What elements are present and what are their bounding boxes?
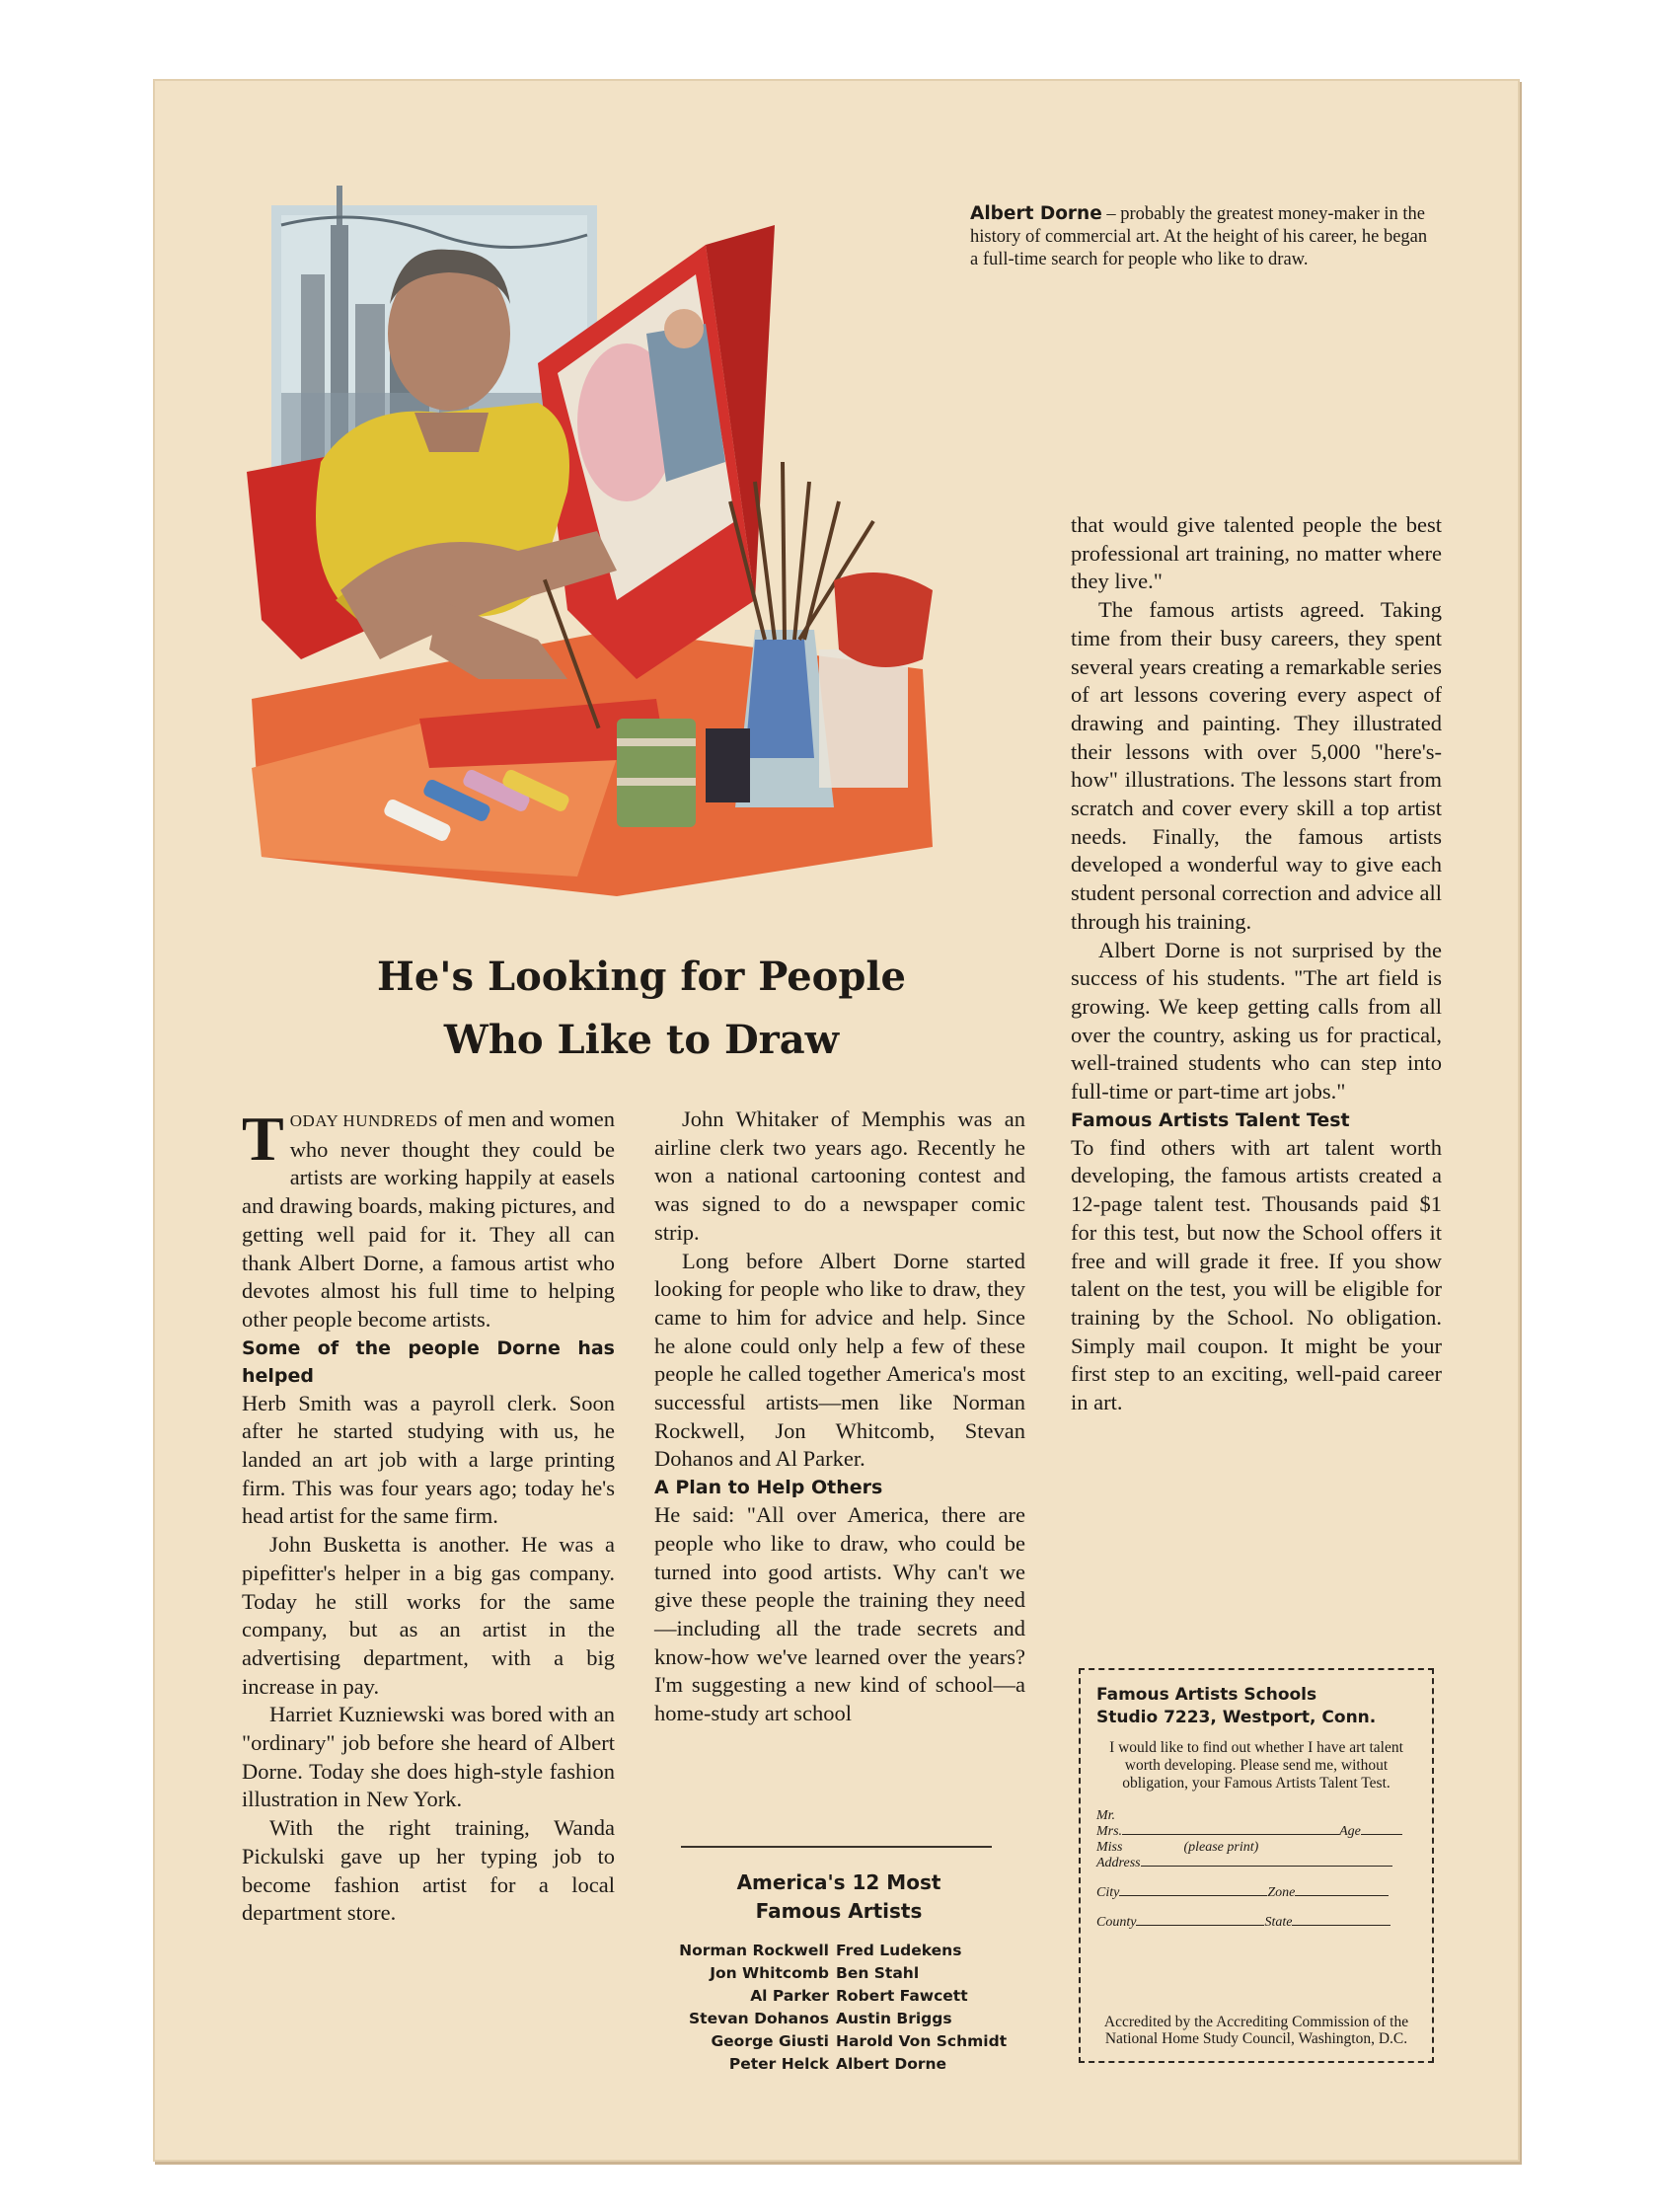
artist-name: Albert Dorne xyxy=(836,2055,947,2073)
article-column-1 xyxy=(242,1106,615,1928)
coupon-mr-label: Mr. xyxy=(1096,1808,1116,1823)
famous-artists-title xyxy=(646,1869,1031,1926)
coupon-county-label: County xyxy=(1096,1915,1137,1930)
coupon-school-name: Famous Artists Schools xyxy=(1096,1685,1317,1705)
coupon-accreditation: Accredited by the Accrediting Commission of the National Home Study Council, Washington, D.C. xyxy=(1103,2014,1409,2047)
coupon-age-label: Age xyxy=(1339,1824,1361,1839)
drop-cap: T xyxy=(242,1104,284,1174)
artist-name: Harold Von Schmidt xyxy=(836,2032,1008,2050)
col1-paragraph-1: of men and women who never thought they could be artists are working happily at easels and drawing boards, making pictures, and getting well paid for it. They all can thank Albert Dorne, a famous artist who devotes almost his full time to helping other people become artists. xyxy=(242,1106,615,1332)
coupon-miss-label: Miss xyxy=(1096,1840,1123,1855)
coupon-mrs-label: Mrs. xyxy=(1096,1824,1123,1839)
headline-line-1: He's Looking for People xyxy=(377,953,906,1000)
caption-text: – probably the greatest money-maker in the history of commercial art. At the height of his career, he began a full-time search for people who like to draw. xyxy=(970,204,1428,269)
artist-name: George Giusti xyxy=(711,2032,829,2050)
coupon-request-text: I would like to find out whether I have art talent worth developing. Please send me, without obligation, your Famous Artists Talent Test. xyxy=(1109,1739,1403,1792)
col2-paragraph-3: He said: "All over America, there are people who like to draw, who could be turned into good artists. Why can't we give these people the training they need—including all the trade secrets and know-how we've learned over the years? I'm suggesting a new kind of school—a home-study art school xyxy=(654,1502,1025,1726)
coupon-name-line[interactable] xyxy=(1122,1834,1339,1835)
col1-paragraph-2: Herb Smith was a payroll clerk. Soon after he started studying with us, he landed an art job with a large printing firm. This was four years ago; today he's head artist for the same firm. xyxy=(242,1390,615,1529)
coupon-address-line[interactable] xyxy=(1141,1866,1392,1867)
artist-name: Norman Rockwell xyxy=(679,1942,829,1959)
coupon-zone-line[interactable] xyxy=(1295,1895,1389,1896)
col1-paragraph-4: Harriet Kuzniewski was bored with an "ordinary" job before she heard of Albert Dorne. Today she does high-style fashion illustration in New York. xyxy=(242,1702,615,1812)
artist-name: Austin Briggs xyxy=(836,2010,952,2027)
artist-name: Fred Ludekens xyxy=(836,1942,962,1959)
artist-name: Al Parker xyxy=(750,1987,829,2005)
artist-name: Robert Fawcett xyxy=(836,1987,968,2005)
subhead-talent-test: Famous Artists Talent Test xyxy=(1071,1108,1350,1131)
headline-line-2: Who Like to Draw xyxy=(443,1017,840,1063)
divider-rule xyxy=(681,1846,992,1848)
subhead-people-helped: Some of the people Dorne has helped xyxy=(242,1336,615,1387)
col1-paragraph-5: With the right training, Wanda Pickulski gave up her typing job to become fashion artist for a local department store. xyxy=(242,1815,615,1926)
coupon-age-line[interactable] xyxy=(1361,1834,1402,1835)
artist-name: Ben Stahl xyxy=(836,1964,920,1982)
col2-paragraph-1: John Whitaker of Memphis was an airline clerk two years ago. Recently he won a national cartooning contest and was signed to do a newspaper comic strip. xyxy=(654,1106,1025,1245)
illustration-caption xyxy=(970,202,1434,271)
coupon-studio-address: Studio 7223, Westport, Conn. xyxy=(1096,1708,1377,1727)
coupon-address-label: Address xyxy=(1096,1856,1141,1870)
artist-name: Jon Whitcomb xyxy=(710,1964,829,1982)
col2-paragraph-2: Long before Albert Dorne started looking for people who like to draw, they came to him for advice and help. Since he alone could only help a few of these people he called together America's most successful artists—men like Norman Rockwell, Jon Whitcomb, Stevan Dohanos and Al Parker. xyxy=(654,1248,1025,1472)
coupon-county-line[interactable] xyxy=(1136,1925,1264,1926)
article-column-3 xyxy=(1071,511,1442,1417)
coupon-city-label: City xyxy=(1096,1885,1120,1900)
mail-coupon[interactable] xyxy=(1079,1668,1434,2063)
coupon-state-line[interactable] xyxy=(1292,1925,1391,1926)
article-column-2 xyxy=(654,1106,1025,1728)
col3-paragraph-1: that would give talented people the best professional art training, no matter where they live." xyxy=(1071,512,1442,594)
coupon-state-label: State xyxy=(1264,1915,1293,1930)
coupon-zone-label: Zone xyxy=(1267,1885,1296,1900)
col1-paragraph-3: John Busketta is another. He was a pipefitter's helper in a big gas company. Today he still works for the same company, but as an artist in the advertising department, with a big increase in pay. xyxy=(242,1532,615,1699)
coupon-please-print: (please print) xyxy=(1183,1840,1259,1855)
famous-artists-title-line-2: Famous Artists xyxy=(755,1899,923,1923)
coupon-city-line[interactable] xyxy=(1119,1895,1267,1896)
famous-artists-title-line-1: America's 12 Most xyxy=(736,1870,941,1894)
albert-dorne-illustration xyxy=(242,166,972,955)
coupon-name-fields[interactable] xyxy=(1096,1808,1416,1931)
caption-name: Albert Dorne xyxy=(970,203,1102,224)
headline xyxy=(276,946,1007,1072)
col3-paragraph-2: The famous artists agreed. Taking time from their busy careers, they spent several years creating a remarkable series of art lessons covering every aspect of drawing and painting. They illustrated their lessons with over 5,000 "here's-how" illustrations. The lessons start from scratch and cover every skill a top artist needs. Finally, the famous artists developed a wonderful way to give each student personal correction and advice all through his training. xyxy=(1071,597,1442,934)
artist-name: Stevan Dohanos xyxy=(689,2010,829,2027)
col3-paragraph-3: Albert Dorne is not surprised by the success of his students. "The art field is growing. We keep getting calls from all over the country, asking us for practical, well-trained students who can step into full-time or part-time art jobs." xyxy=(1071,937,1442,1105)
lead-smallcaps: ODAY HUNDREDS xyxy=(289,1111,438,1130)
subhead-plan: A Plan to Help Others xyxy=(654,1477,883,1499)
artist-name: Peter Helck xyxy=(728,2055,829,2073)
col3-paragraph-4: To find others with art talent worth developing, the famous artists created a 12-page talent test. Thousands paid $1 for this test, but now the School offers it free and will grade it free. If you show talent on the test, you will be eligible for training by the School. No obligation. Simply mail coupon. It might be your first step to an exciting, well-paid career in art. xyxy=(1071,1134,1442,1415)
